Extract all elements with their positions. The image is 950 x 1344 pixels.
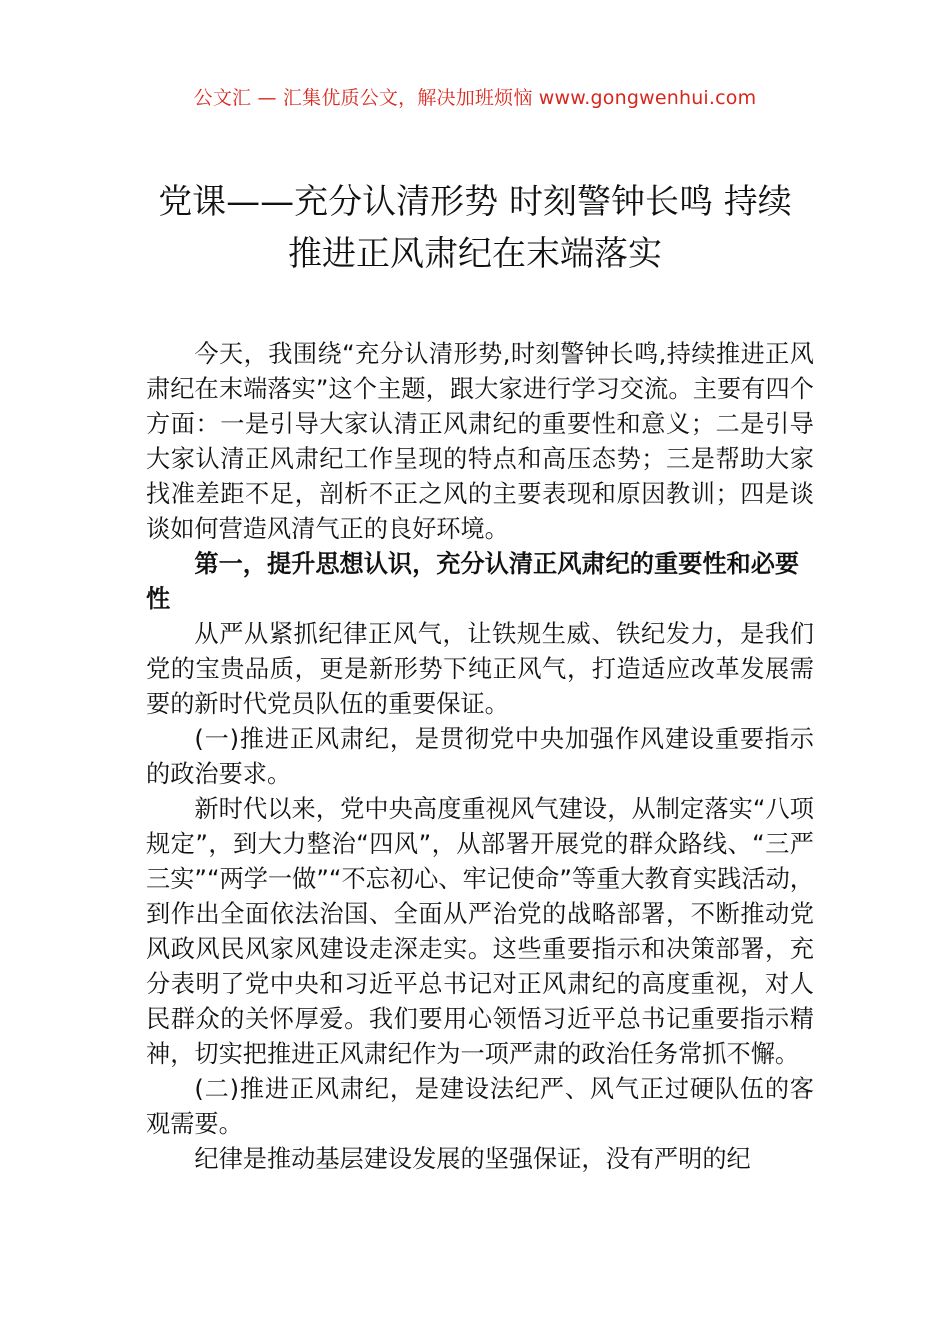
title-line-2: 推进正风肃纪在末端落实 [288, 234, 662, 274]
paragraph: 纪律是推动基层建设发展的坚强保证，没有严明的纪 [194, 1145, 751, 1173]
paragraph: 从严从紧抓纪律正风气，让铁规生威、铁纪发力，是我们党的宝贵品质，更是新形势下纯正风气，打造适应改革发展需要的新时代党员队伍的重要保证。 [146, 620, 814, 718]
paragraph: 新时代以来，党中央高度重视风气建设，从制定落实“八项规定”，到大力整治“四风”，从部署开展党的群众路线、“三严三实”“两学一做”“不忘初心、牢记使命”等重大教育实践活动，到作出全面依法治国、全面从严治党的战略部署，不断推动党风政风民风家风建设走深走实。这些重要指示和决策部署，充分表明了党中央和习近平总书记对正风肃纪的高度重视，对人民群众的关怀厚爱。我们要用心领悟习近平总书记重要指示精神，切实把推进正风肃纪作为一项严肃的政治任务常抓不懈。 [146, 795, 814, 1068]
paragraph-intro: 今天，我围绕“充分认清形势,时刻警钟长鸣,持续推进正风肃纪在末端落实”这个主题，跟大家进行学习交流。主要有四个方面：一是引导大家认清正风肃纪的重要性和意义；二是引导大家认清正风肃纪工作呈现的特点和高压态势；三是帮助大家找准差距不足，剖析不正之风的主要表现和原因教训；四是谈谈如何营造风清气正的良好环境。 [146, 340, 814, 543]
title-line-1: 党课——充分认清形势 时刻警钟长鸣 持续 [158, 182, 792, 222]
site-header: 公文汇 — 汇集优质公文，解决加班烦恼 www.gongwenhui.com [193, 87, 757, 109]
section-heading-1: 第一，提升思想认识，充分认清正风肃纪的重要性和必要性 [146, 550, 800, 613]
document-title [80, 176, 870, 280]
subsection-heading-2: (二)推进正风肃纪，是建设法纪严、风气正过硬队伍的客观需要。 [146, 1075, 814, 1138]
document-body [146, 337, 814, 1177]
subsection-heading-1: (一)推进正风肃纪，是贯彻党中央加强作风建设重要指示的政治要求。 [146, 725, 814, 788]
